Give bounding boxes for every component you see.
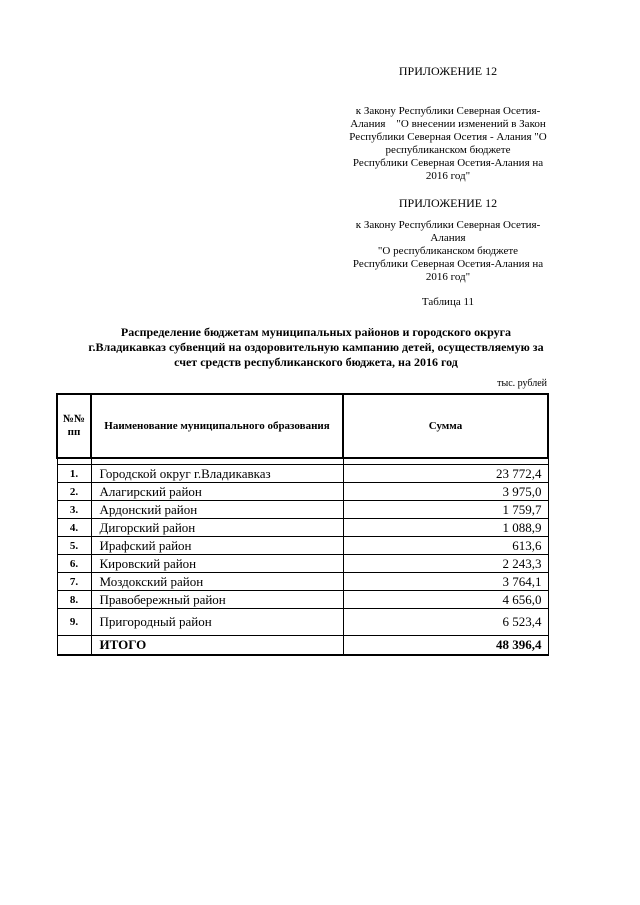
row-sum: 23 772,4 <box>343 465 548 483</box>
total-row <box>57 636 548 656</box>
document-title-line: Распределение бюджетам муниципальных районов и городского округа <box>120 325 512 339</box>
row-number: 5. <box>57 537 91 555</box>
table-row <box>57 609 548 636</box>
row-number: 1. <box>57 465 91 483</box>
row-name: Алагирский район <box>91 483 343 501</box>
row-name: Городской округ г.Владикавказ <box>91 465 343 483</box>
row-name: Ирафский район <box>91 537 343 555</box>
appendix-title-2: ПРИЛОЖЕНИЕ 12 <box>398 196 498 210</box>
appendix-title-1: ПРИЛОЖЕНИЕ 12 <box>398 64 498 78</box>
document-title <box>40 325 592 370</box>
row-name: Кировский район <box>91 555 343 573</box>
total-sum: 48 396,4 <box>343 636 548 656</box>
law-reference-1-line: Республики Северная Осетия - Алания "О <box>349 131 547 143</box>
document-title-line: счет средств республиканского бюджета, на 2016 год <box>174 355 458 369</box>
budget-table <box>56 393 549 656</box>
row-sum: 2 243,3 <box>343 555 548 573</box>
row-number: 9. <box>57 609 91 636</box>
header-sum: Сумма <box>343 394 548 458</box>
table-row <box>57 465 548 483</box>
table-row <box>57 591 548 609</box>
row-name: Дигорский район <box>91 519 343 537</box>
row-name: Правобережный район <box>91 591 343 609</box>
row-number: 2. <box>57 483 91 501</box>
total-number-cell <box>57 636 91 656</box>
row-name: Моздокский район <box>91 573 343 591</box>
law-reference-1-line: 2016 год" <box>425 170 471 182</box>
law-reference-1 <box>334 105 562 183</box>
law-reference-2-line: к Закону Республики Северная Осетия- <box>355 219 541 231</box>
row-sum: 1 088,9 <box>343 519 548 537</box>
law-reference-2-line: "О республиканском бюджете <box>377 245 519 257</box>
row-number: 4. <box>57 519 91 537</box>
table-row <box>57 519 548 537</box>
row-number: 3. <box>57 501 91 519</box>
row-sum: 4 656,0 <box>343 591 548 609</box>
law-reference-1-line: республиканском бюджете <box>385 144 511 156</box>
row-number: 7. <box>57 573 91 591</box>
table-label: Таблица 11 <box>421 296 475 308</box>
header-number: №№ пп <box>57 394 91 458</box>
table-header-row <box>57 394 548 458</box>
law-reference-2-line: Республики Северная Осетия-Алания на <box>352 258 544 270</box>
units-label: тыс. рублей <box>497 378 547 389</box>
law-reference-1-line: Республики Северная Осетия-Алания на <box>352 157 544 169</box>
row-sum: 1 759,7 <box>343 501 548 519</box>
law-reference-2-line: Алания <box>430 232 466 244</box>
law-reference-2 <box>334 219 562 284</box>
row-sum: 613,6 <box>343 537 548 555</box>
document-title-line: г.Владикавказ субвенций на оздоровительную кампанию детей, осуществляемую за <box>88 340 544 354</box>
law-reference-1-line: Алания "О внесении изменений в Закон <box>350 118 546 130</box>
table-row <box>57 555 548 573</box>
law-reference-1-line: к Закону Республики Северная Осетия- <box>355 105 541 117</box>
table-row <box>57 537 548 555</box>
header-name: Наименование муниципального образования <box>91 394 343 458</box>
row-sum: 3 764,1 <box>343 573 548 591</box>
row-name: Пригородный район <box>91 609 343 636</box>
table-row <box>57 573 548 591</box>
row-number: 8. <box>57 591 91 609</box>
row-sum: 3 975,0 <box>343 483 548 501</box>
table-row <box>57 501 548 519</box>
law-reference-2-line: 2016 год" <box>425 271 471 283</box>
row-number: 6. <box>57 555 91 573</box>
row-name: Ардонский район <box>91 501 343 519</box>
table-row <box>57 483 548 501</box>
row-sum: 6 523,4 <box>343 609 548 636</box>
total-label: ИТОГО <box>91 636 343 656</box>
